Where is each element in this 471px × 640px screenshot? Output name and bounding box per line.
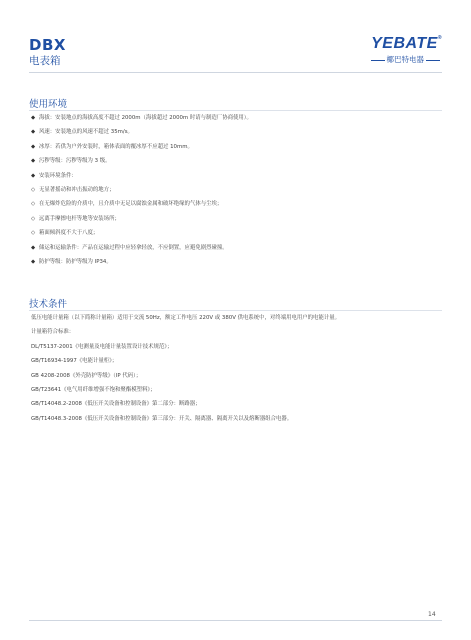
technical-conditions	[31, 311, 340, 426]
logo-dash-left	[371, 60, 385, 61]
text-line: 计量箱符合标准：	[31, 329, 75, 336]
bullet-marker: ◆	[31, 143, 36, 150]
brand-logo	[354, 35, 442, 65]
bullet-marker: ◇	[31, 230, 36, 237]
bullet-marker: ◇	[31, 187, 36, 194]
text-line: GB 4208-2008《外壳防护等级》（IP 代码）；	[31, 372, 142, 379]
text-line: 低压电能计量箱（以下简称计量箱）适用于交流 50Hz，额定工作电压 220V 或 380V 供电系统中，对终端用电用户的电能计量。	[31, 315, 341, 321]
list-item: ◇ 箱面倾斜度不大于八度；	[31, 226, 252, 240]
list-item: ◆ 储运和运输条件：产品在运输过程中应轻拿轻放，不应倒置，应避免剧烈碰撞。	[31, 241, 252, 255]
list-item: ◇ 无显著摇动和冲击振动的地方；	[31, 183, 252, 197]
bullet-marker: ◆	[31, 244, 36, 251]
brand-logo-wordmark	[371, 35, 442, 53]
list-item: ◆ 海拔：安装地点的海拔高度不超过 2000m（海拔超过 2000m 时请与制造厂协商使用）。	[31, 111, 252, 125]
product-name: 电表箱	[29, 55, 61, 67]
brand-logo-chinese	[369, 54, 443, 65]
header-divider	[29, 72, 442, 73]
text-line: DL/T5137-2001《电测量及电能计量装置设计技术规范》；	[31, 343, 173, 350]
section-title-environment: 使用环境	[29, 99, 68, 110]
registered-mark: ®	[437, 35, 442, 41]
list-item: ◆ 污秽等级：污秽等级为 3 级。	[31, 154, 252, 168]
brand-chinese-name: 椰巴特电器	[386, 55, 424, 64]
bullet-marker: ◇	[31, 201, 36, 208]
bullet-marker: ◆	[31, 129, 36, 136]
environment-list	[31, 111, 252, 269]
list-item: ◇ 远离手摩擦电杆等地等安装场所；	[31, 212, 252, 226]
list-item: ◇ 在无爆炸危险的介质中，且介质中无足以腐蚀金属和破坏绝缘的气体与尘埃；	[31, 197, 252, 211]
list-item: ◆ 冰厚：若供为户外安装时，箱体表面的覆冰厚不应超过 10mm。	[31, 140, 252, 154]
list-item: ◆ 防护等级：防护等级为 IP34。	[31, 255, 252, 269]
bullet-marker: ◆	[31, 172, 36, 179]
logo-dash-right	[426, 60, 440, 61]
list-item: ◆ 风速：安装地点的风速不超过 35m/s。	[31, 125, 252, 139]
text-line: GB/T14048.2-2008《低压开关设备和控制设备》第二部分：断路器；	[31, 401, 201, 408]
brand-name: YEBATE	[371, 35, 438, 52]
text-line: GB/T14048.3-2008《低压开关设备和控制设备》第三部分：开关、隔离器、隔离开关以及熔断器组合电器。	[31, 415, 293, 422]
section-title-technical: 技术条件	[29, 299, 68, 310]
bullet-marker: ◆	[31, 115, 36, 121]
text-line: GB/T16934-1997《电能计量柜》；	[31, 358, 118, 365]
footer-divider	[29, 620, 442, 621]
bullet-marker: ◆	[31, 158, 36, 165]
page-number: 14	[428, 611, 436, 618]
text-line: GB/T23641《电气用纤维增强不饱和聚酯模塑料》；	[31, 387, 156, 394]
product-code: DBX	[29, 36, 66, 54]
bullet-marker: ◇	[31, 215, 36, 222]
bullet-marker: ◆	[31, 259, 36, 266]
list-item: ◆ 安装环境条件：	[31, 169, 252, 183]
